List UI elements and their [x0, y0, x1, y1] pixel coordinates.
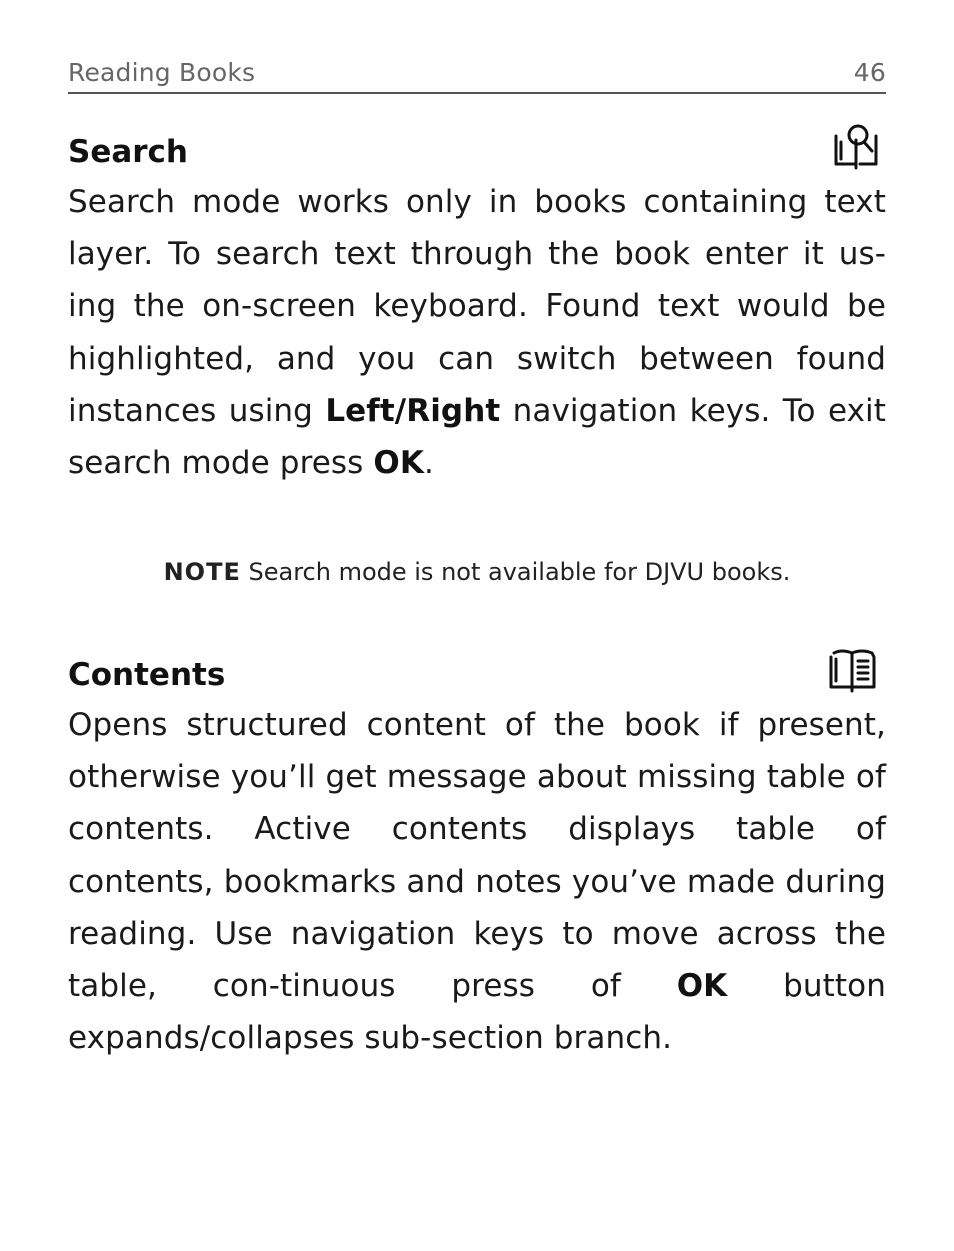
- search-heading-row: [68, 120, 886, 176]
- search-text-part1: Search mode works only in books containing text layer. To search text through the book enter it us-ing the on-screen keyboard. Found text would be highlighted, and you can switch between found instances using: [68, 184, 886, 429]
- contents-body: [68, 699, 886, 1064]
- note-label: NOTE: [163, 558, 241, 586]
- note: [68, 558, 886, 586]
- contents-book-icon: [828, 645, 878, 695]
- page-number: 46: [853, 58, 886, 87]
- search-body: [68, 176, 886, 489]
- contents-text-part1: Opens structured content of the book if present, otherwise you’ll get message about missing table of contents. Active contents displays table of contents, bookmarks and notes you’ve made during reading. Use navigation keys to move across the table, con-tinuous press of: [68, 707, 886, 1005]
- header-title: Reading Books: [68, 58, 256, 87]
- contents-text-part2: button expands/collapses sub-section branch.: [68, 968, 886, 1057]
- contents-heading-row: [68, 643, 886, 699]
- search-text-part2: navigation keys. To exit search mode press: [68, 392, 886, 482]
- search-text-part3: .: [423, 445, 434, 482]
- search-section: [68, 120, 886, 489]
- search-book-icon: [832, 120, 882, 170]
- running-header: [68, 56, 886, 94]
- contents-section: [68, 643, 886, 1064]
- search-title: Search: [68, 134, 189, 170]
- contents-title: Contents: [68, 657, 226, 693]
- note-text: Search mode is not available for DJVU books.: [240, 558, 791, 586]
- ok-key: OK: [373, 445, 424, 482]
- left-right-keys: Left/Right: [325, 392, 501, 429]
- ok-button-key: OK: [676, 968, 728, 1005]
